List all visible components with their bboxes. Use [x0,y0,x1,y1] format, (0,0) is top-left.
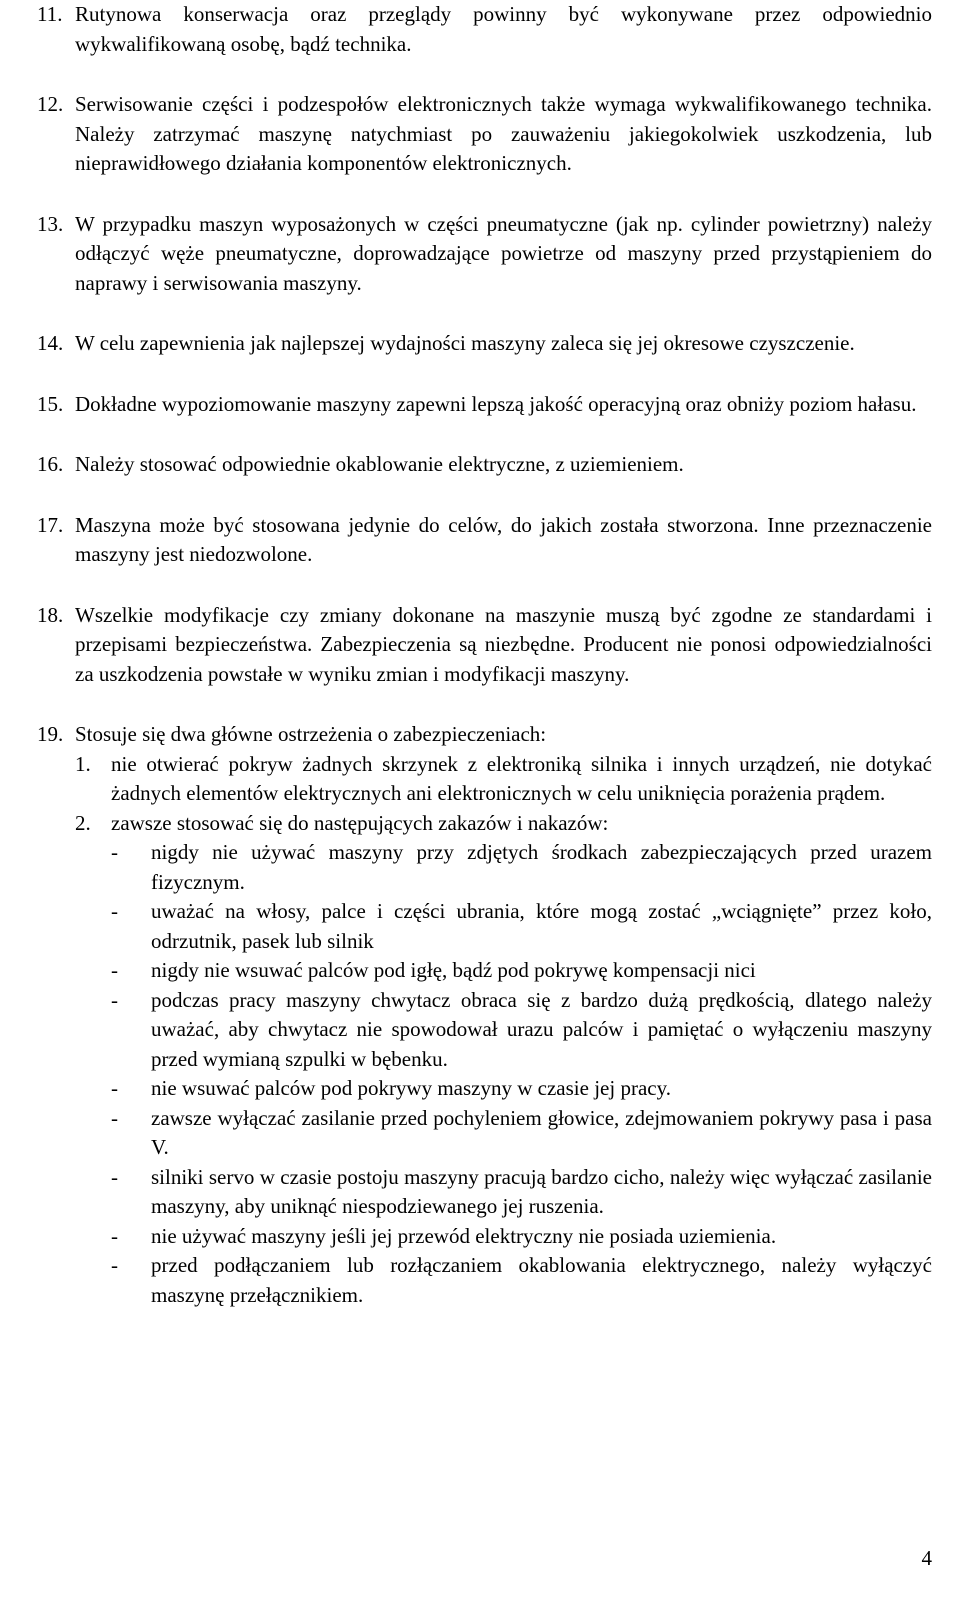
rule-item [111,1222,932,1252]
list-item-14 [37,329,932,359]
rule-item [111,956,932,986]
rule-text: silniki servo w czasie postoju maszyny pracują bardzo cicho, należy więc wyłączać zasilanie maszyny, aby uniknąć niespodziewanego jej ruszenia. [151,1164,932,1218]
item-number: 19. [37,722,64,746]
page-number: 4 [921,1546,932,1570]
dash-marker: - [111,1076,118,1100]
rule-text: nigdy nie wsuwać palców pod igłę, bądź pod pokrywę kompensacji nici [151,958,756,982]
rule-item [111,1074,932,1104]
list-item-15 [37,390,932,420]
item-text: Wszelkie modyfikacje czy zmiany dokonane na maszynie muszą być zgodne ze standardami i przepisami bezpieczeństwa. Zabezpieczenia są niezbędne. Producent nie ponosi odpowiedzialności za uszkodzenia powstałe w wyniku zmian i modyfikacji maszyny. [75,602,932,686]
rule-item [111,1163,932,1222]
item-number: 12. [37,92,64,116]
dash-marker: - [111,958,118,982]
item-text: Należy stosować odpowiednie okablowanie elektryczne, z uziemieniem. [75,452,684,476]
item-number: 11. [37,2,63,26]
sub-item-text: zawsze stosować się do następujących zakazów i nakazów: [111,810,609,835]
item-text: Maszyna może być stosowana jedynie do celów, do jakich została stworzona. Inne przeznaczenie maszyny jest niedozwolone. [75,512,932,566]
dash-marker: - [111,987,118,1012]
rule-item [111,1104,932,1163]
rule-item [111,986,932,1075]
dash-marker: - [111,899,118,923]
item-text: Stosuje się dwa główne ostrzeżenia o zabezpieczeniach: [75,722,547,746]
rule-text: przed podłączaniem lub rozłączaniem okablowania elektrycznego, należy wyłączyć maszynę przełącznikiem. [151,1253,932,1307]
sub-item-1 [75,750,932,809]
list-item-11 [37,0,932,59]
dash-marker: - [111,840,118,864]
dash-marker: - [111,1105,118,1130]
dash-marker: - [111,1223,118,1248]
item-text: Rutynowa konserwacja oraz przeglądy powinny być wykonywane przez odpowiednio wykwalifikowaną osobę, bądź technika. [75,2,932,56]
item-number: 13. [37,211,64,236]
item-number: 17. [37,512,64,537]
rules-list [111,838,932,1310]
list-item-18 [37,601,932,690]
rule-text: nie używać maszyny jeśli jej przewód elektryczny nie posiada uziemienia. [151,1223,777,1248]
document-body [37,0,932,1341]
rule-text: nie wsuwać palców pod pokrywy maszyny w czasie jej pracy. [151,1076,671,1100]
item-text: Dokładne wypoziomowanie maszyny zapewni lepszą jakość operacyjną oraz obniży poziom hałasu. [75,391,917,416]
rule-text: uważać na włosy, palce i części ubrania, które mogą zostać „wciągnięte” przez koło, odrzutnik, pasek lub silnik [151,899,932,953]
rule-item [111,838,932,897]
list-item-19 [37,720,932,1310]
item-text: Serwisowanie części i podzespołów elektronicznych także wymaga wykwalifikowanego technika. Należy zatrzymać maszynę natychmiast po zauważeniu jakiegokolwiek uszkodzenia, lub nieprawidłowego działania komponentów elektronicznych. [75,92,932,175]
rule-item [111,1251,932,1310]
item-number: 16. [37,452,64,476]
dash-marker: - [111,1164,118,1189]
rule-item [111,897,932,956]
item-number: 14. [37,331,64,355]
sub-item-number: 2. [75,810,91,835]
item-number: 18. [37,602,64,627]
rule-text: podczas pracy maszyny chwytacz obraca się z bardzo dużą prędkością, dlatego należy uważać, aby chwytacz nie spowodował urazu palców i pamiętać o wyłączeniu maszyny przed wymianą szpulki w bębenku. [151,987,932,1071]
rule-text: zawsze wyłączać zasilanie przed pochyleniem głowice, zdejmowaniem pokrywy pasa i pasa V. [151,1105,932,1159]
list-item-13 [37,210,932,299]
item-text: W celu zapewnienia jak najlepszej wydajności maszyny zaleca się jej okresowe czyszczenie. [75,331,855,355]
rule-text: nigdy nie używać maszyny przy zdjętych środkach zabezpieczających przed urazem fizycznym. [151,840,932,894]
list-item-16 [37,450,932,480]
item-text: W przypadku maszyn wyposażonych w części pneumatyczne (jak np. cylinder powietrzny) należy odłączyć węże pneumatyczne, doprowadzające powietrze od maszyny przed przystąpieniem do naprawy i serwisowania maszyny. [75,211,932,295]
item-number: 15. [37,391,64,416]
dash-marker: - [111,1253,118,1277]
sub-item-2 [75,809,932,1311]
list-item-17 [37,511,932,570]
list-item-12 [37,90,932,179]
sub-item-number: 1. [75,751,91,776]
sub-item-text: nie otwierać pokryw żadnych skrzynek z elektroniką silnika i innych urządzeń, nie dotykać żadnych elementów elektrycznych ani elektronicznych w celu uniknięcia porażenia prądem. [111,751,932,805]
